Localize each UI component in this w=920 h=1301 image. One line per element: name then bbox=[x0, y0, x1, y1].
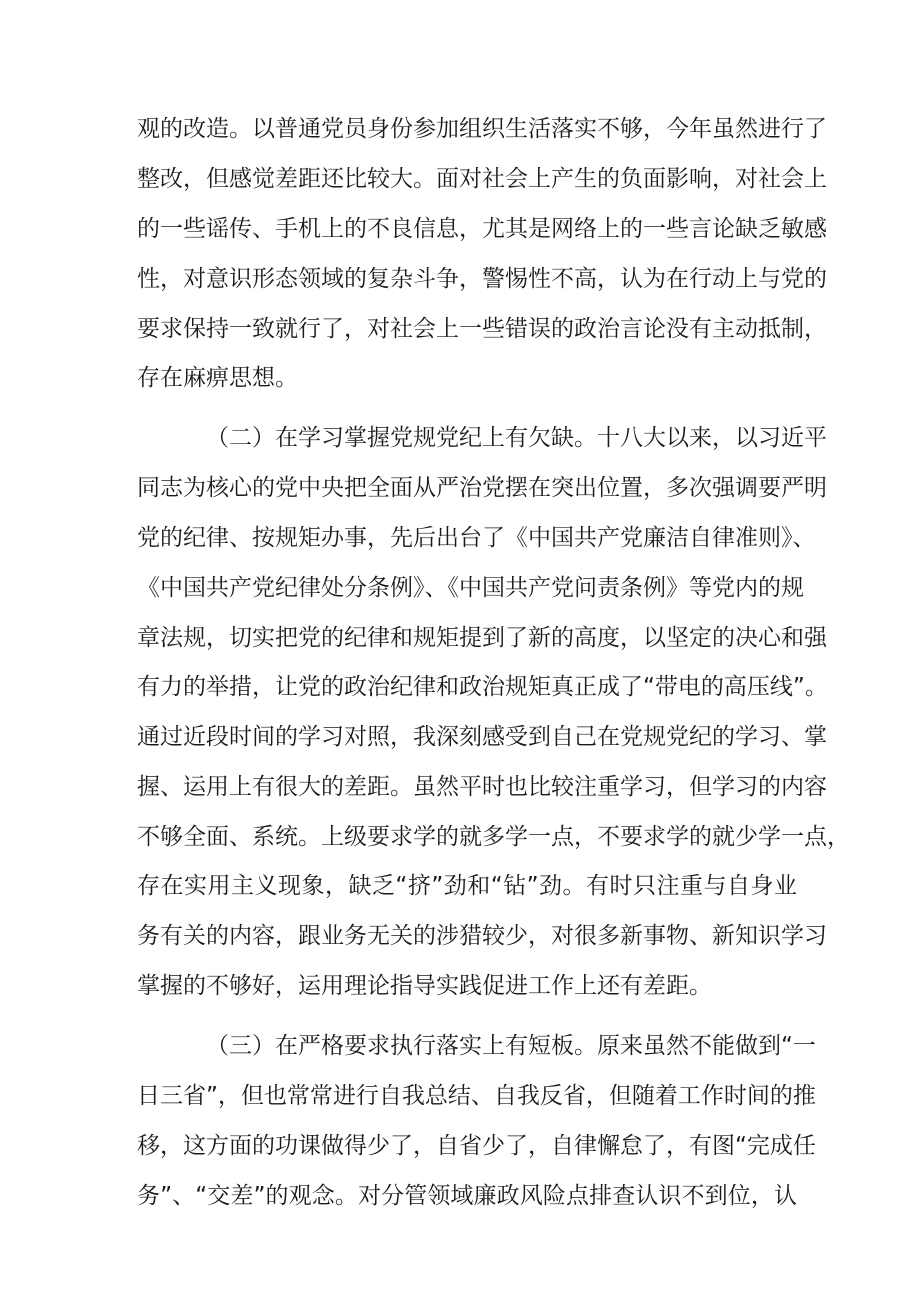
text-line: 不够全面、系统。上级要求学的就多学一点，不要求学的就少学一点， bbox=[137, 824, 850, 850]
text-line: 握、运用上有很大的差距。虽然平时也比较注重学习，但学习的内容 bbox=[137, 774, 827, 800]
text-line: 的一些谣传、手机上的不良信息，尤其是网络上的一些言论缺乏敏感 bbox=[137, 216, 827, 242]
text-line: 章法规，切实把党的纪律和规矩提到了新的高度，以坚定的决心和强 bbox=[137, 625, 827, 651]
text-line: 务”、“交差”的观念。对分管领域廉政风险点排查认识不到位，认 bbox=[137, 1183, 797, 1209]
text-line: 存在实用主义现象，缺乏“挤”劲和“钻”劲。有时只注重与自身业 bbox=[137, 873, 797, 899]
paragraph-heading-line: （二）在学习掌握党规党纪上有欠缺。十八大以来，以习近平 bbox=[206, 425, 827, 451]
text-line: 观的改造。以普通党员身份参加组织生活落实不够，今年虽然进行了 bbox=[137, 116, 827, 142]
text-line: 存在麻痹思想。 bbox=[137, 365, 298, 391]
text-line: 掌握的不够好，运用理论指导实践促进工作上还有差距。 bbox=[137, 973, 712, 999]
text-line: 党的纪律、按规矩办事，先后出台了《中国共产党廉洁自律准则》、 bbox=[137, 525, 816, 551]
text-line: 日三省”，但也常常进行自我总结、自我反省，但随着工作时间的推 bbox=[137, 1083, 816, 1109]
text-line: 有力的举措，让党的政治纪律和政治规矩真正成了“带电的高压线”。 bbox=[137, 674, 828, 700]
text-line: 务有关的内容，跟业务无关的涉猎较少，对很多新事物、新知识学习 bbox=[137, 923, 827, 949]
text-line: 同志为核心的党中央把全面从严治党摆在突出位置，多次强调要严明 bbox=[137, 475, 827, 501]
text-line: 整改，但感觉差距还比较大。面对社会上产生的负面影响，对社会上 bbox=[137, 166, 827, 192]
text-line: 通过近段时间的学习对照，我深刻感受到自己在党规党纪的学习、掌 bbox=[137, 724, 827, 750]
text-line: 性，对意识形态领域的复杂斗争，警惕性不高，认为在行动上与党的 bbox=[137, 266, 827, 292]
paragraph-heading-line: （三）在严格要求执行落实上有短板。原来虽然不能做到“一 bbox=[206, 1033, 816, 1059]
text-line: 要求保持一致就行了，对社会上一些错误的政治言论没有主动抵制， bbox=[137, 316, 827, 342]
text-line: 《中国共产党纪律处分条例》、《中国共产党问责条例》等党内的规 bbox=[137, 575, 804, 601]
text-line: 移，这方面的功课做得少了，自省少了，自律懈怠了，有图“完成任 bbox=[137, 1133, 816, 1159]
